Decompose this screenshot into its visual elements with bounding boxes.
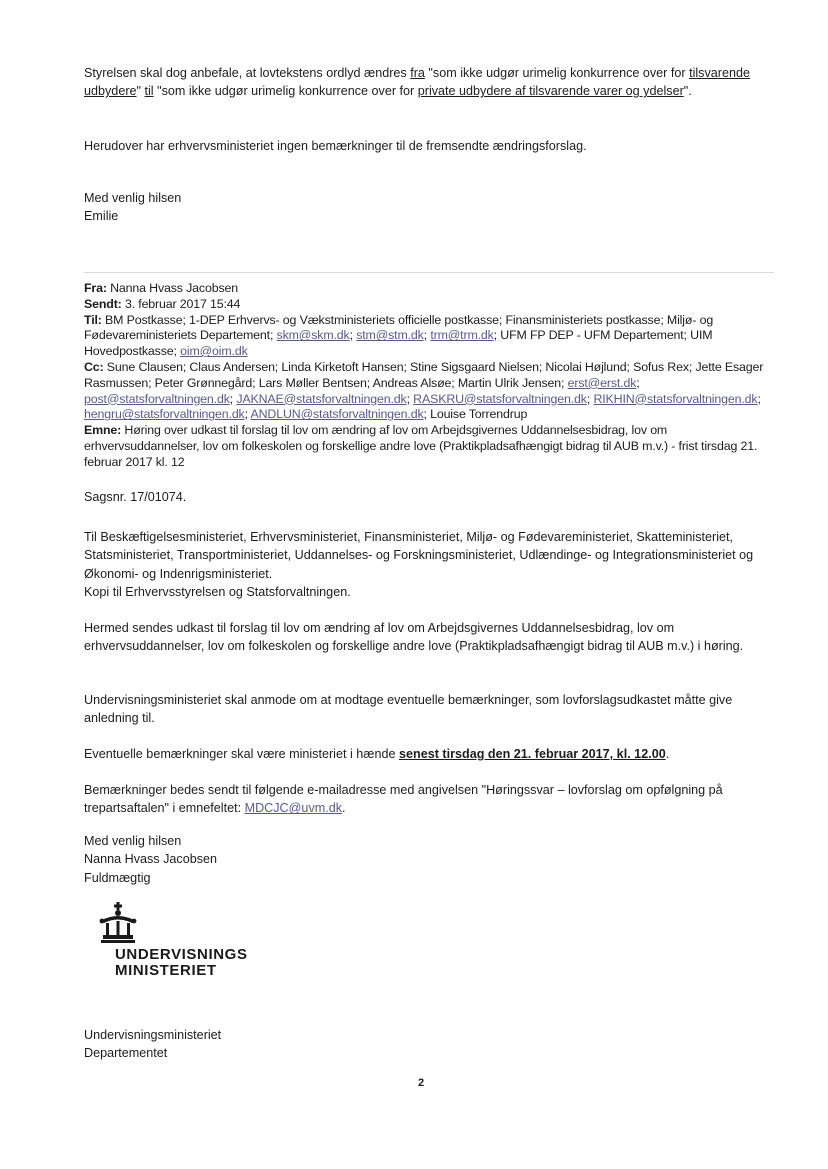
page-number: 2 [418,1077,425,1089]
text: Sagsnr. 17/01074. [84,490,187,504]
ministry-logo-text [115,947,248,979]
email-link[interactable]: RASKRU@statsforvaltningen.dk [413,391,587,406]
text: . [665,747,670,761]
case-number [84,488,764,506]
email-link[interactable]: erst@erst.dk [567,375,637,390]
email-link[interactable]: RIKHIN@statsforvaltningen.dk [593,391,758,406]
logo-line-2: MINISTERIET [115,962,217,979]
paragraph-no-remarks [84,137,764,155]
copy-line: Kopi til Erhvervsstyrelsen og Statsforvaltningen. [84,585,351,600]
text: ; [423,328,431,343]
text: Bemærkninger bedes sendt til følgende e-mailadresse med angivelsen "Høringssvar – lovforslag om opfølgning på trepartsaftalen" i emnefeltet: [84,783,723,816]
to-value: BM Postkasse; 1-DEP Erhvervs- og Vækstministeriets officielle postkasse; Finansministeriets postkasse; Miljø- og Fødevareministeriets Departement; [84,312,714,343]
from-value: Nanna Hvass Jacobsen [106,281,238,295]
text: "som ikke udgør urimelig konkurrence over for [424,66,690,80]
email-subject [84,423,774,470]
email-link[interactable]: post@statsforvaltningen.dk [84,391,230,406]
closing-signature-2 [84,832,764,887]
text: Eventuelle bemærkninger skal være ministeriet i hænde [84,747,399,761]
text: Herudover har erhvervsministeriet ingen bemærkninger til de fremsendte ændringsforslag. [84,139,587,153]
email-from [84,281,774,297]
footer-organization [84,1026,764,1063]
sent-label: Sendt: [84,296,122,311]
text: ; [406,391,414,406]
crown-icon [98,902,138,944]
submission-email-link[interactable]: MDCJC@uvm.dk [244,801,343,816]
text: . [342,801,346,816]
from-label: Fra: [84,281,107,295]
closing-greeting: Med venlig hilsen [84,191,182,205]
footer-org: Undervisningsministeriet [84,1028,222,1042]
footer-dept: Departementet [84,1046,168,1061]
text: ; [244,407,251,422]
recipients-block [84,528,764,602]
text: " [136,84,145,99]
cc-value: Sune Clausen; Claus Andersen; Linda Kirketoft Hansen; Stine Sigsgaard Nielsen; Nicolai Højlund; Sofus Rex; Jette Esager Rasmussen; Peter Grønnegård; Lars Møller Bentsen; Andreas Alsøe; Martin Ulrik Jensen; [84,359,764,390]
email-cc [84,360,774,423]
email-header [84,281,774,471]
subject-label: Emne: [84,423,122,438]
to-label: Til: [84,312,102,327]
email-link[interactable]: stm@stm.dk [356,328,424,343]
email-link[interactable]: oim@oim.dk [180,344,248,359]
text: tilsvarende udbydere [84,66,750,99]
subject-value: Høring over udkast til forslag til lov om ændring af lov om Arbejdsgivernes Uddannelsesbidrag, lov om erhvervsuddannelser, lov om folkeskolen og forskellige andre love (Praktikpladsafhængigt bidrag til AUB m.v.) - frist tirsdag 21. februar 2017 kl. 12 [84,423,758,469]
email-link[interactable]: skm@skm.dk [276,328,350,343]
text: Undervisningsministeriet skal anmode om at modtage eventuelle bemærkninger, som lovforslagsudkastet måtte give anledning til. [84,693,733,726]
text: ; [586,391,594,406]
to-value: ; UFM FP DEP - UFM Departement; UIM Hovedpostkasse; [84,328,713,359]
text: til [144,84,154,99]
text: fra [410,66,425,80]
email-sent [84,297,774,313]
text: ". [683,84,692,99]
signature-name: Emilie [84,209,119,224]
paragraph-recommendation [84,64,764,101]
paragraph-submission [84,781,764,818]
email-separator [84,272,774,273]
closing-greeting: Med venlig hilsen [84,834,182,848]
cc-label: Cc: [84,359,104,374]
text: "som ikke udgør urimelig konkurrence over for [153,84,418,99]
text: Hermed sendes udkast til forslag til lov om ændring af lov om Arbejdsgivernes Uddannelsesbidrag, lov om erhvervsuddannelser, lov om folkeskolen og forskellige andre love (Praktikpladsafhængigt bidrag til AUB m.v.) i høring. [84,621,744,654]
paragraph-deadline [84,745,764,763]
email-link[interactable]: JAKNAE@statsforvaltningen.dk [236,391,407,406]
signature-name: Nanna Hvass Jacobsen [84,852,218,867]
email-to [84,313,774,360]
text: ; [229,391,237,406]
email-link[interactable]: trm@trm.dk [430,328,494,343]
closing-signature-1 [84,189,764,226]
recipients-line: Til Beskæftigelsesministeriet, Erhvervsministeriet, Finansministeriet, Miljø- og Fødevareministeriet, Skatteministeriet, Statsministeriet, Transportministeriet, Uddannelses- og Forskningsministeriet, Udlændinge- og Integrationsministeriet og Økonomi- og Indenrigsministeriet. [84,530,754,581]
text: ; [349,328,357,343]
text: ; [636,375,640,390]
deadline-text: senest tirsdag den 21. februar 2017, kl. 12.00 [399,747,666,761]
paragraph-request [84,691,764,728]
text: Styrelsen skal dog anbefale, at lovtekstens ordlyd ændres [84,66,411,80]
cc-value: ; Louise Torrendrup [423,407,528,422]
email-link[interactable]: hengru@statsforvaltningen.dk [84,407,245,422]
text: ; [757,391,761,406]
email-link[interactable]: ANDLUN@statsforvaltningen.dk [250,407,424,422]
logo-line-1: UNDERVISNINGS [115,946,248,963]
sent-value: 3. februar 2017 15:44 [121,296,241,311]
text: private udbydere af tilsvarende varer og ydelser [417,84,684,99]
paragraph-hearing [84,619,764,656]
signature-title: Fuldmægtig [84,870,151,885]
